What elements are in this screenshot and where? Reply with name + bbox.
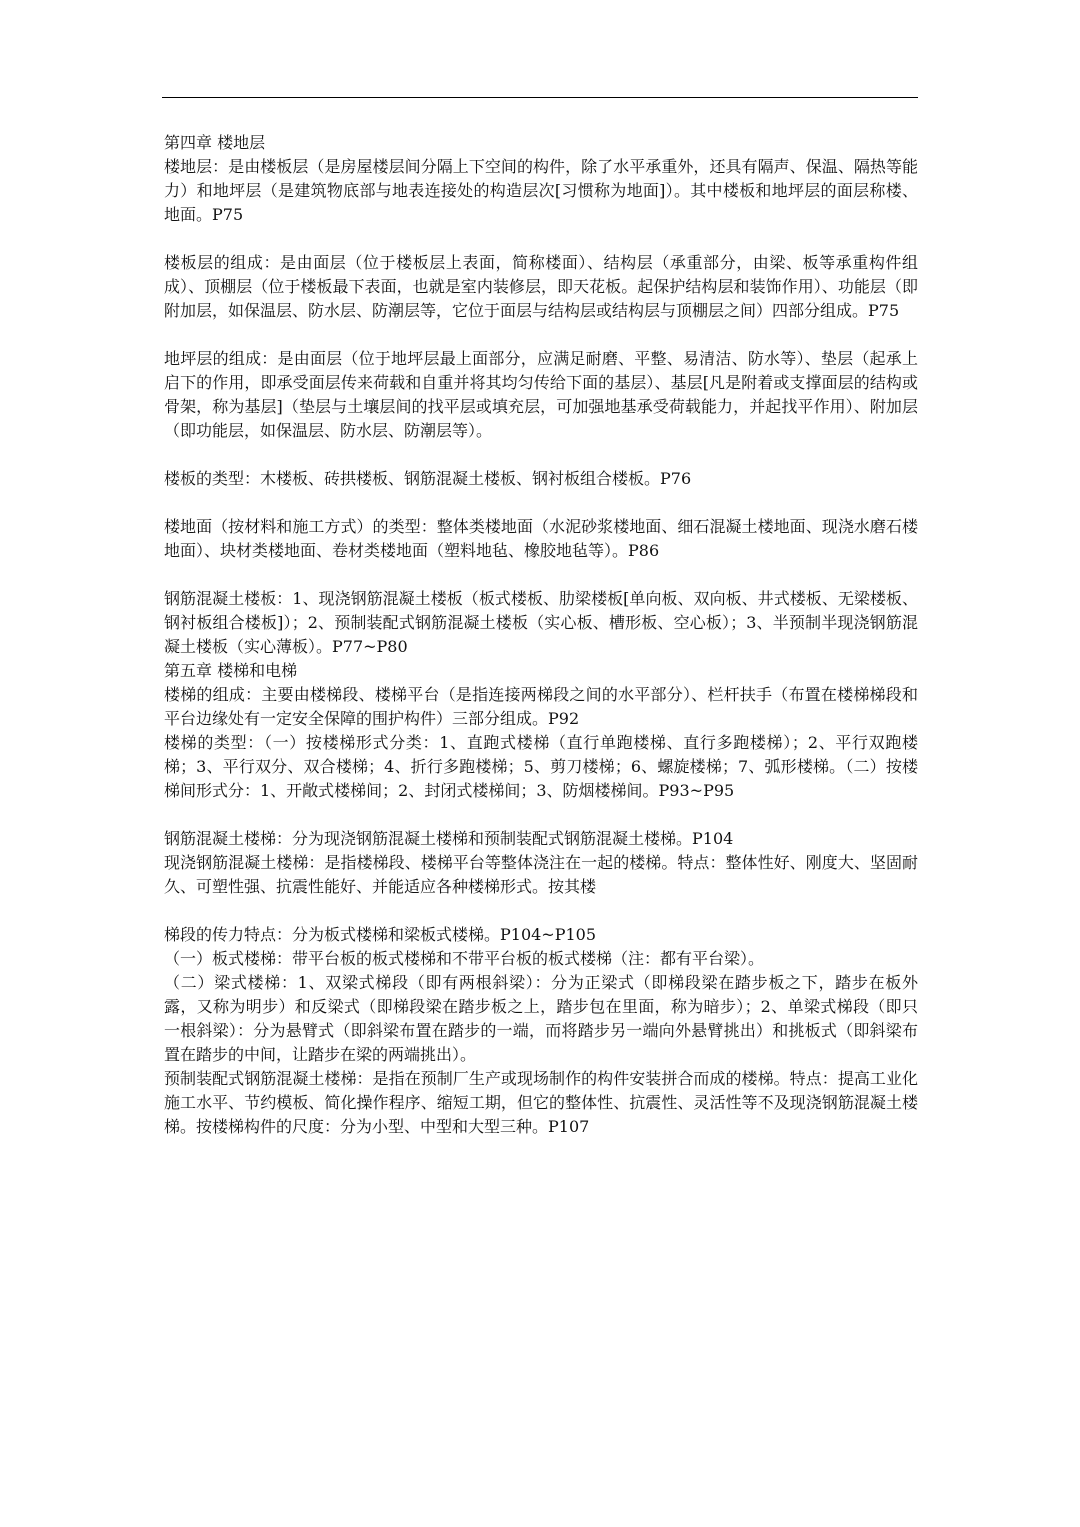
paragraph: 钢筋混凝土楼板：1、现浇钢筋混凝土楼板（板式楼板、肋梁楼板[单向板、双向板、井式楼板、无梁楼板、钢衬板组合楼板]）；2、预制装配式钢筋混凝土楼板（实心板、槽形板、空心板）；3、半预制半现浇钢筋混凝土楼板（实心薄板）。P77~P80 <box>164 589 918 656</box>
chapter-heading: 第四章 楼地层 <box>164 133 266 152</box>
paragraph-gap <box>164 899 918 923</box>
paragraph: 梯段的传力特点：分为板式楼梯和梁板式楼梯。P104~P105 <box>164 925 597 944</box>
header-rule <box>162 97 918 98</box>
paragraph: 楼板的类型：木楼板、砖拱楼板、钢筋混凝土楼板、钢衬板组合楼板。P76 <box>164 469 692 488</box>
chapter-heading: 第五章 楼梯和电梯 <box>164 661 298 680</box>
paragraph-gap <box>164 491 918 515</box>
paragraph-gap <box>164 227 918 251</box>
paragraph: 楼板层的组成：是由面层（位于楼板层上表面，简称楼面）、结构层（承重部分，由梁、板等承重构件组成）、顶棚层（位于楼板最下表面，也就是室内装修层，即天花板。起保护结构层和装饰作用）、功能层（即附加层，如保温层、防水层、防潮层等，它位于面层与结构层或结构层与顶棚层之间）四部分组成。P75 <box>164 253 918 320</box>
paragraph: （二）梁式楼梯：1、双梁式梯段（即有两根斜梁）：分为正梁式（即梯段梁在踏步板之下，踏步在板外露，又称为明步）和反梁式（即梯段梁在踏步板之上，踏步包在里面，称为暗步）；2、单梁式梯段（即只一根斜梁）：分为悬臂式（即斜梁布置在踏步的一端，而将踏步另一端向外悬臂挑出）和挑板式（即斜梁布置在踏步的中间，让踏步在梁的两端挑出）。 <box>164 973 918 1064</box>
paragraph-gap <box>164 323 918 347</box>
paragraph: 楼地层：是由楼板层（是房屋楼层间分隔上下空间的构件，除了水平承重外，还具有隔声、保温、隔热等能力）和地坪层（是建筑物底部与地表连接处的构造层次[习惯称为地面]）。其中楼板和地坪层的面层称楼、地面。P75 <box>164 157 918 224</box>
paragraph: 地坪层的组成：是由面层（位于地坪层最上面部分，应满足耐磨、平整、易清洁、防水等）、垫层（起承上启下的作用，即承受面层传来荷载和自重并将其均匀传给下面的基层）、基层[凡是附着或支撑面层的结构或骨架，称为基层]（垫层与土壤层间的找平层或填充层，可加强地基承受荷载能力，并起找平作用）、附加层（即功能层，如保温层、防水层、防潮层等）。 <box>164 349 918 440</box>
paragraph: 楼梯的类型：（一）按楼梯形式分类：1、直跑式楼梯（直行单跑楼梯、直行多跑楼梯）；2、平行双跑楼梯；3、平行双分、双合楼梯；4、折行多跑楼梯；5、剪刀楼梯；6、螺旋楼梯；7、弧形楼梯。（二）按楼梯间形式分：1、开敞式楼梯间；2、封闭式楼梯间；3、防烟楼梯间。P93~P95 <box>164 733 918 800</box>
paragraph-gap <box>164 563 918 587</box>
document-body <box>164 131 918 1139</box>
paragraph: 预制装配式钢筋混凝土楼梯：是指在预制厂生产或现场制作的构件安装拼合而成的楼梯。特点：提高工业化施工水平、节约模板、简化操作程序、缩短工期，但它的整体性、抗震性、灵活性等不及现浇钢筋混凝土楼梯。按楼梯构件的尺度：分为小型、中型和大型三种。P107 <box>164 1069 918 1136</box>
paragraph: 钢筋混凝土楼梯：分为现浇钢筋混凝土楼梯和预制装配式钢筋混凝土楼梯。P104 <box>164 829 734 848</box>
paragraph: 楼梯的组成：主要由楼梯段、楼梯平台（是指连接两梯段之间的水平部分）、栏杆扶手（布置在楼梯梯段和平台边缘处有一定安全保障的围护构件）三部分组成。P92 <box>164 685 918 728</box>
paragraph: 楼地面（按材料和施工方式）的类型：整体类楼地面（水泥砂浆楼地面、细石混凝土楼地面、现浇水磨石楼地面）、块材类楼地面、卷材类楼地面（塑料地毡、橡胶地毡等）。P86 <box>164 517 918 560</box>
paragraph-gap <box>164 803 918 827</box>
paragraph: 现浇钢筋混凝土楼梯：是指楼梯段、楼梯平台等整体浇注在一起的楼梯。特点：整体性好、刚度大、坚固耐久、可塑性强、抗震性能好、并能适应各种楼梯形式。按其楼 <box>164 853 918 896</box>
paragraph-gap <box>164 443 918 467</box>
paragraph: （一）板式楼梯：带平台板的板式楼梯和不带平台板的板式楼梯（注：都有平台梁）。 <box>164 949 765 968</box>
